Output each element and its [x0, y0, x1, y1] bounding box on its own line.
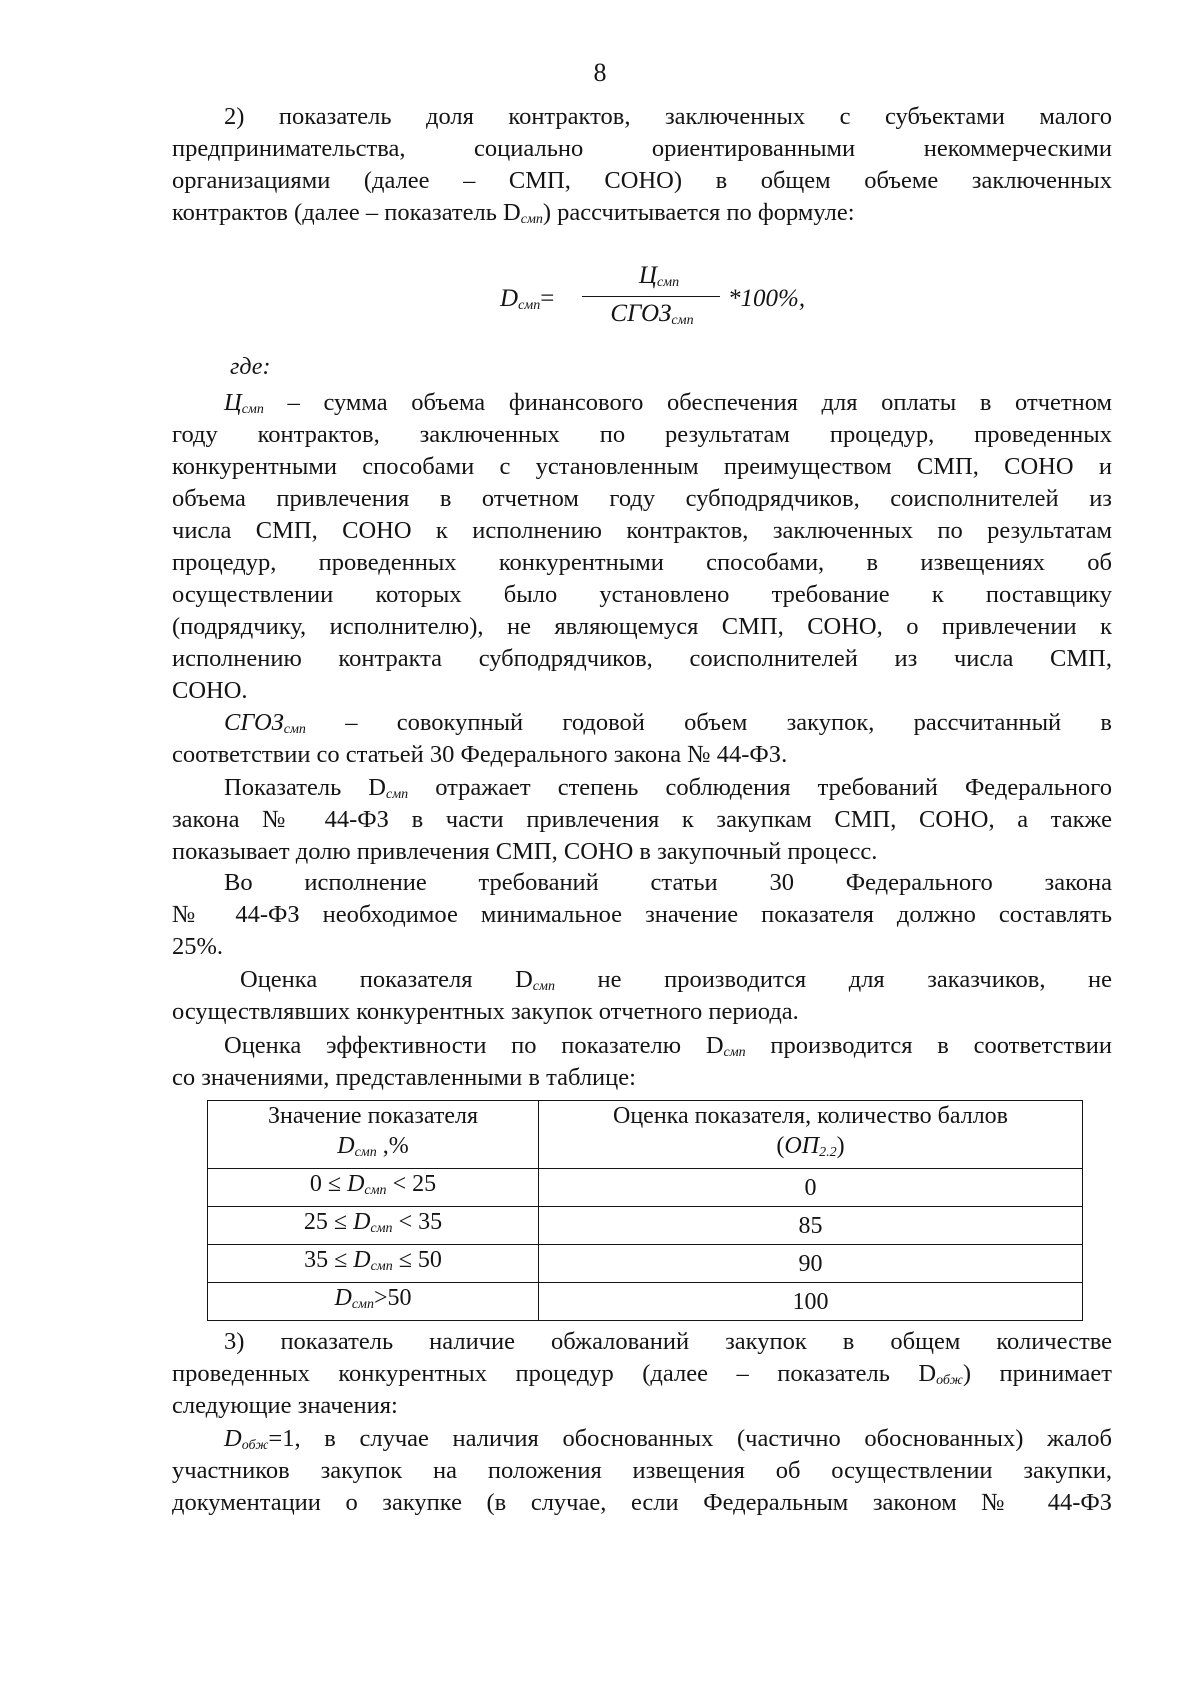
table-cell-score: 90: [539, 1245, 1083, 1283]
table-row: [208, 1283, 1083, 1321]
text-line: осуществлявших конкурентных закупок отчетного периода.: [172, 998, 799, 1025]
text-line: СОНО.: [172, 677, 248, 704]
definition-sgoz-smp: [172, 707, 1112, 771]
formula-rhs: *100%,: [728, 285, 806, 312]
subscript: смп: [520, 212, 543, 227]
text-line: 25%.: [172, 933, 224, 960]
text-line: объема привлечения в отчетном году субподрядчиков, соисполнителей из: [172, 485, 1112, 512]
text-line: показывает долю привлечения СМП, СОНО в закупочный процесс.: [172, 838, 878, 865]
text-line: 3) показатель наличие обжалований закупок в общем количестве: [224, 1328, 1112, 1355]
formula-lhs: $D_{смп}=$: [500, 285, 555, 313]
text-line: числа СМП, СОНО к исполнению контрактов, заключенных по результатам: [172, 517, 1112, 544]
table-cell-score: 85: [539, 1207, 1083, 1245]
text-line: $Ц_{смп}$ – сумма объема финансового обеспечения для оплаты в отчетном: [224, 389, 1112, 417]
text-line: исполнению контракта субподрядчиков, соисполнителей из числа СМП,: [172, 645, 1112, 672]
text-line: конкурентными способами с установленным преимуществом СМП, СОНО и: [172, 453, 1112, 480]
paragraph-indicator-2: [172, 101, 1112, 229]
table-cell-range: 35 ≤ Dсмп ≤ 50: [208, 1245, 539, 1283]
text-line: Оценка эффективности по показателю $D_{смп}$ производится в соответствии: [224, 1032, 1113, 1060]
text-line: $СГОЗ_{смп}$ – совокупный годовой объем закупок, рассчитанный в: [224, 709, 1112, 737]
text-line: документации о закупке (в случае, если Федеральным законом № 44-ФЗ: [172, 1489, 1112, 1516]
paragraph-indicator-3: [172, 1326, 1112, 1422]
where-label: где:: [230, 354, 271, 380]
formula-denominator: $СГОЗ_{смп}$: [610, 300, 694, 328]
text-line: организациями (далее – СМП, СОНО) в общем объеме заключенных: [172, 167, 1112, 194]
table-cell-range: Dсмп>50: [208, 1283, 539, 1321]
paragraph-table-intro: [172, 1030, 1112, 1094]
text-line: $D_{обж}=1$, в случае наличия обоснованных (частично обоснованных) жалоб: [224, 1425, 1112, 1453]
formula-dsmp: [500, 262, 920, 342]
text-line: № 44-ФЗ необходимое минимальное значение показателя должно составлять: [172, 901, 1112, 928]
text-line: участников закупок на положения извещения об осуществлении закупки,: [172, 1457, 1112, 1484]
page-number: 8: [593, 58, 607, 87]
text-line: предпринимательства, социально ориентированными некоммерческими: [172, 135, 1112, 162]
fraction-bar: [582, 296, 720, 297]
table-cell-range: 25 ≤ Dсмп < 35: [208, 1207, 539, 1245]
text-line: Во исполнение требований статьи 30 Федерального закона: [224, 869, 1112, 896]
table-header-row: [208, 1101, 1083, 1169]
paragraph-dobj: [172, 1423, 1112, 1519]
text-line: следующие значения:: [172, 1392, 398, 1419]
text-line: контрактов (далее – показатель $D_{смп}$) рассчитывается по формуле:: [172, 199, 855, 227]
header-score: Оценка показателя, количество баллов (ОП2.2): [539, 1101, 1083, 1169]
text-line: процедур, проведенных конкурентными способами, в извещениях об: [172, 549, 1112, 576]
formula-numerator: $Ц_{смп}$: [638, 262, 680, 290]
text-line: Оценка показателя $D_{смп}$ не производится для заказчиков, не: [240, 966, 1112, 994]
definition-c-smp: [172, 387, 1112, 707]
table-cell-range: 0 ≤ Dсмп < 25: [208, 1169, 539, 1207]
text-line: со значениями, представленными в таблице:: [172, 1064, 636, 1091]
text-line: закона № 44-ФЗ в части привлечения к закупкам СМП, СОНО, а также: [172, 806, 1112, 833]
text-line: соответствии со статьей 30 Федерального закона № 44-ФЗ.: [172, 741, 788, 768]
table-cell-score: 100: [539, 1283, 1083, 1321]
table-cell-score: 0: [539, 1169, 1083, 1207]
table-row: [208, 1169, 1083, 1207]
table-row: [208, 1207, 1083, 1245]
text-line: 2) показатель доля контрактов, заключенных с субъектами малого: [224, 103, 1112, 130]
paragraph-no-evaluation: [172, 964, 1112, 1028]
paragraph-shows: [172, 772, 1112, 868]
paragraph-minimum: [172, 867, 1112, 963]
text-line: Показатель $D_{смп}$ отражает степень соблюдения требований Федерального: [224, 774, 1112, 802]
text-line: году контрактов, заключенных по результатам процедур, проведенных: [172, 421, 1112, 448]
score-table: [207, 1100, 1083, 1321]
text-line: (подрядчику, исполнителю), не являющемуся СМП, СОНО, о привлечении к: [172, 613, 1112, 640]
text-line: проведенных конкурентных процедур (далее – показатель $D_{обж}$) принимает: [172, 1360, 1112, 1388]
table-row: [208, 1245, 1083, 1283]
text-line: осуществлении которых было установлено требование к поставщику: [172, 581, 1112, 608]
header-indicator-value: Значение показателя Dсмп ,%: [208, 1101, 539, 1169]
